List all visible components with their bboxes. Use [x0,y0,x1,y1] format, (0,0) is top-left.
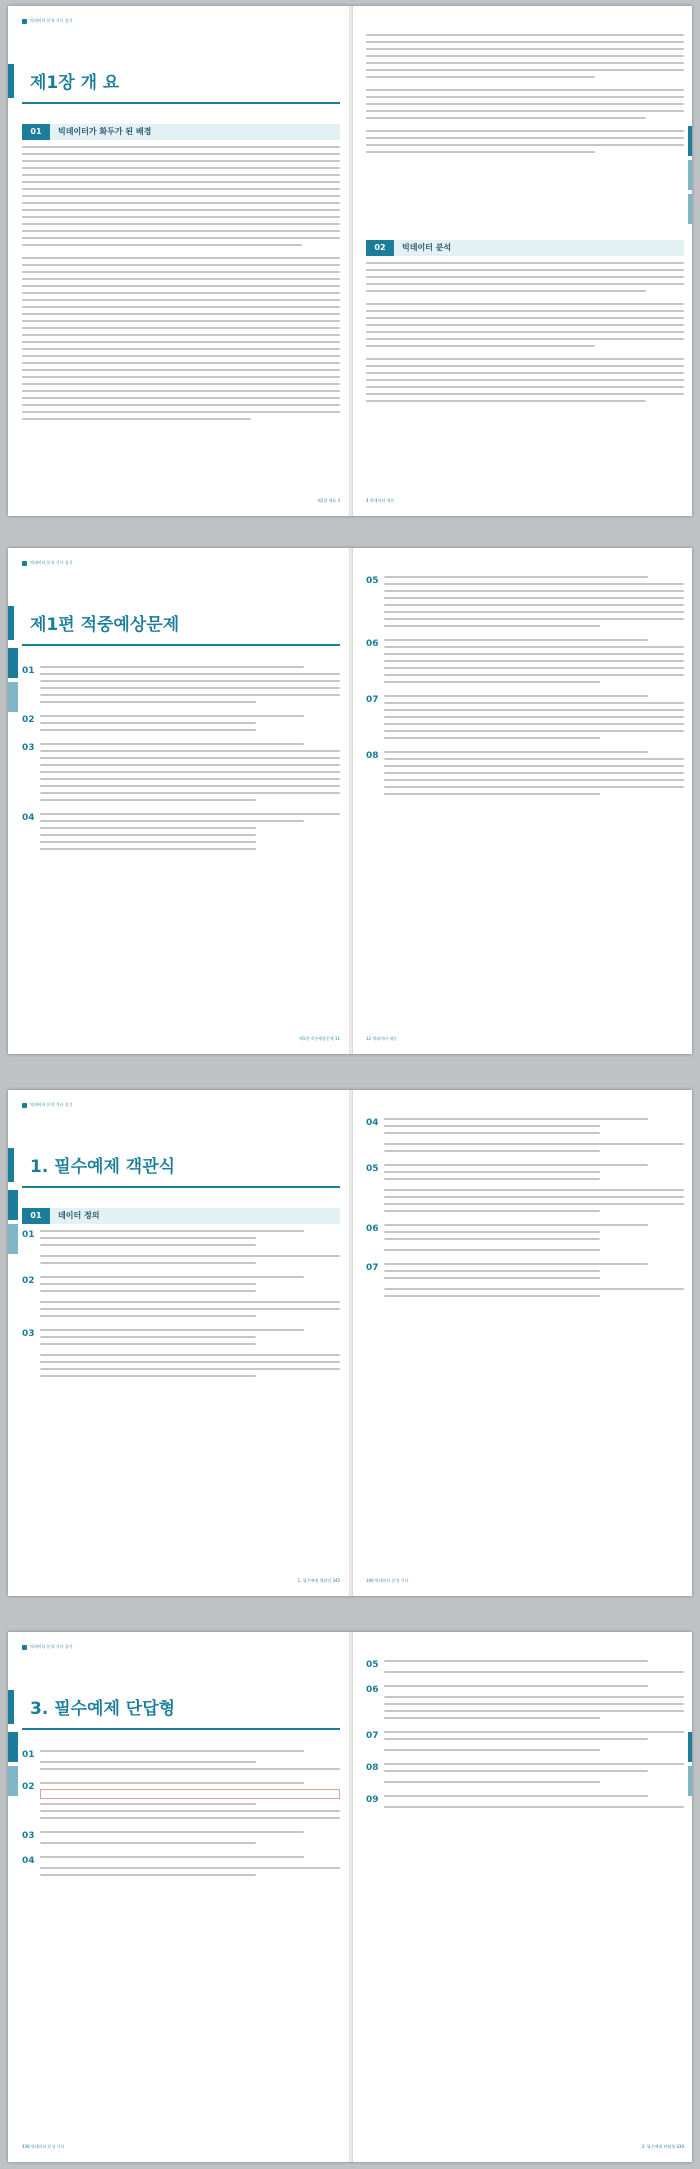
question-item [22,1856,340,1876]
chapter-accent-bar [8,64,14,98]
chapter-title [22,58,340,104]
section-heading [22,1208,340,1224]
section-heading [366,240,684,256]
question-item [22,743,340,801]
header-marker-icon [22,1103,27,1108]
right-page [366,548,684,1054]
book-spread-4 [8,1632,692,2162]
question-item [366,695,684,739]
question-number: 07 [366,1731,379,1741]
question-number: 03 [22,1329,35,1339]
section-number: 01 [22,1208,50,1224]
chapter-tabs [688,126,692,228]
section-heading [22,124,340,140]
book-spread-3 [8,1090,692,1596]
page-footer: 제1장 개요 3 [316,498,340,503]
page-footer: 1. 필수예제 객관식 345 [297,1578,340,1583]
question-number: 04 [366,1118,379,1128]
question-item [366,1660,684,1673]
left-page [22,1090,340,1596]
question-number: 03 [22,743,35,753]
running-header: 빅데이터 분석 기사 실기 [22,1644,72,1650]
section-title: 데이터 정의 [58,1211,100,1220]
question-number: 07 [366,695,379,705]
chapter-title [22,1684,340,1730]
chapter-title-text: 제1장 개 요 [30,73,120,93]
page-gutter [349,1090,353,1596]
section-title: 빅데이터가 화두가 된 배경 [58,127,152,136]
question-number: 05 [366,1164,379,1174]
book-spread-2 [8,548,692,1054]
chapter-accent-bar [8,606,14,640]
question-number: 02 [22,1276,35,1286]
body-text [366,262,684,402]
page-footer: 4 빅데이터 개론 [366,498,395,503]
question-number: 02 [22,1782,35,1792]
question-item [366,1118,684,1152]
page-footer: 제1편 적중예상문제 11 [298,1036,340,1041]
page-footer: 438 빅데이터 분석 기사 [22,2144,65,2149]
question-number: 01 [22,666,35,676]
question-item [22,1782,340,1819]
left-page [22,1632,340,2162]
question-item [366,1263,684,1297]
question-number: 08 [366,1763,379,1773]
body-text [366,34,684,158]
page-gutter [349,548,353,1054]
chapter-title [22,1142,340,1188]
question-box [40,1789,340,1799]
body-text [22,146,340,420]
question-item [366,1164,684,1212]
header-marker-icon [22,1645,27,1650]
chapter-title [22,600,340,646]
section-number: 01 [22,124,50,140]
right-page [366,1090,684,1596]
question-item [366,1685,684,1719]
page-footer: 3. 필수예제 단답형 439 [641,2144,684,2149]
question-number: 05 [366,1660,379,1670]
question-item [366,1224,684,1251]
question-item [22,1831,340,1844]
left-page [22,548,340,1054]
page-footer: 12 빅데이터 개론 [366,1036,397,1041]
question-item [22,1329,340,1377]
question-number: 06 [366,1224,379,1234]
running-header: 빅데이터 분석 기사 실기 [22,560,72,566]
question-number: 09 [366,1795,379,1805]
chapter-accent-bar [8,1148,14,1182]
left-page [22,6,340,516]
question-number: 06 [366,639,379,649]
question-number: 06 [366,1685,379,1695]
section-number: 02 [366,240,394,256]
question-item [22,1750,340,1770]
question-item [22,715,340,731]
question-item [366,1795,684,1808]
running-header: 빅데이터 분석 기사 실기 [22,18,72,24]
question-number: 03 [22,1831,35,1841]
chapter-tabs [8,648,18,716]
header-marker-icon [22,561,27,566]
question-number: 01 [22,1750,35,1760]
question-item [366,751,684,795]
question-number: 01 [22,1230,35,1240]
running-header: 빅데이터 분석 기사 실기 [22,1102,72,1108]
book-spread-1 [8,6,692,516]
chapter-title-text: 3. 필수예제 단답형 [30,1699,176,1719]
page-gutter [349,6,353,516]
question-number: 04 [22,1856,35,1866]
question-item [22,813,340,850]
question-item [366,1763,684,1783]
question-item [366,576,684,627]
right-page [366,6,684,516]
right-page [366,1632,684,2162]
question-number: 05 [366,576,379,586]
question-item [366,1731,684,1751]
chapter-title-text: 제1편 적중예상문제 [30,615,180,635]
question-number: 02 [22,715,35,725]
page-gutter [349,1632,353,2162]
header-marker-icon [22,19,27,24]
question-number: 08 [366,751,379,761]
page-footer: 346 빅데이터 분석 기사 [366,1578,409,1583]
question-item [22,1230,340,1264]
chapter-tabs [688,1732,692,1800]
question-item [366,639,684,683]
question-item [22,666,340,703]
question-number: 04 [22,813,35,823]
chapter-title-text: 1. 필수예제 객관식 [30,1157,176,1177]
question-number: 07 [366,1263,379,1273]
section-title: 빅데이터 분석 [402,243,452,252]
chapter-tabs [8,1190,18,1258]
chapter-accent-bar [8,1690,14,1724]
chapter-tabs [8,1732,18,1800]
question-item [22,1276,340,1317]
